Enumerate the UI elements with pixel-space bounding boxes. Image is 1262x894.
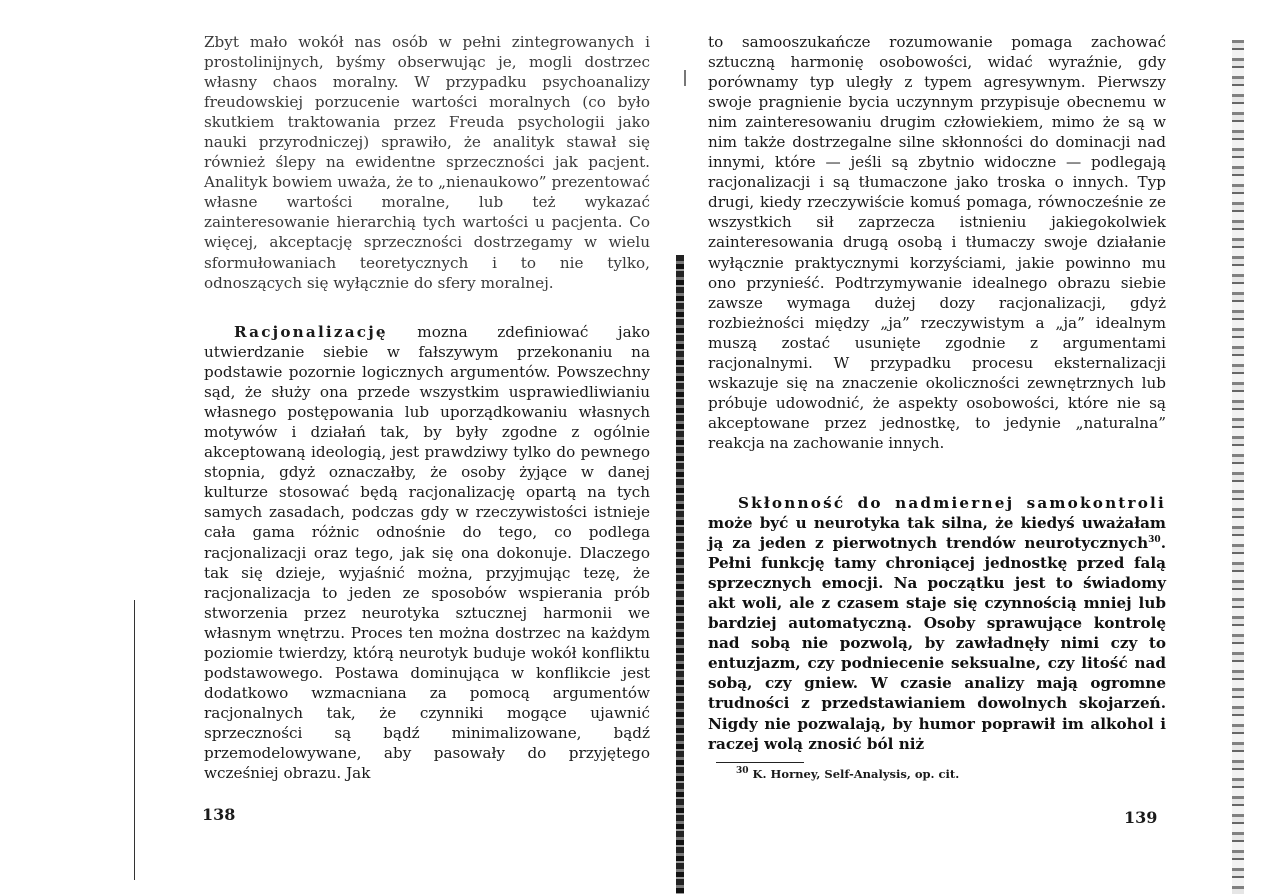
footnote-reference: 30: [1148, 535, 1161, 546]
right-paragraph-1: [708, 32, 1166, 453]
page-number-right: 139: [1124, 808, 1158, 827]
footnote: [736, 767, 959, 781]
lead-term-racjonalizacja: Racjonalizację: [234, 323, 388, 341]
right-page: [672, 0, 1262, 894]
left-paragraph-2: [204, 322, 650, 783]
footnote-text: K. Horney, Self-Analysis, op. cit.: [752, 767, 960, 781]
page-number-left: 138: [202, 805, 236, 824]
right-paragraph-1-text: to samooszukańcze rozumowanie pomaga zachować sztuczną harmonię osobowości, widać wyraźnie, gdy porównamy typ uległy z typem agresywnym. Pierwszy swoje pragnienie bycia uczynnym przypisuje obecnemu w nim zainteresowaniu drugim człowiekiem, mimo że są w nim także dostrzegalne silne skłonności do dominacji nad innymi, które — jeśli są zbytnio widoczne — podlegają racjonalizacji i są tłumaczone jako troska o innych. Typ drugi, kiedy rzeczywiście komuś pomaga, równocześnie ze wszystkich sił zaprzecza istnieniu jakiegokolwiek zainteresowania drugą osobą i tłumaczy swoje działanie wyłącznie praktycznymi korzyściami, jakie powinno mu ono przynieść. Podtrzymywanie idealnego obrazu siebie zawsze wymaga dużej dozy racjonalizacji, gdyż rozbieżności między „ja” rzeczywistym a „ja” idealnym muszą zostać usunięte zgodnie z argumentami racjonalnymi. W przypadku procesu eksternalizacji wskazuje się na znaczenie okoliczności zewnętrznych lub próbuje udowodnić, że aspekty osobowości, które nie są akceptowane przez jednostkę, to jedynie „naturalna” reakcja na zachowanie innych.: [708, 33, 1166, 452]
right-paragraph-2-text-b: . Pełni funkcję tamy chroniącej jednostkę przed falą sprzecznych emocji. Na początku jest to świadomy akt woli, ale z czasem staje się czynnością mniej lub bardziej automatyczną. Osoby sprawujące kontrolę nad sobą nie pozwolą, by zawładnęły nimi czy to entuzjazm, czy podniecenie seksualne, czy litość nad sobą, czy gniew. W czasie analizy mają ogromne trudności z przedstawianiem dowolnych skojarzeń. Nigdy nie pozwalają, by humor poprawił im alkohol i raczej wolą znosić ból niż: [708, 534, 1166, 753]
lead-term-samokontrola: Skłonność do nadmiernej samokontroli: [738, 494, 1166, 512]
left-paragraph-1: [204, 32, 650, 293]
right-paragraph-2-text-a: może być u neurotyka tak silna, że kiedyś uważałam ją za jeden z pierwotnych trendów neurotycznych: [708, 514, 1166, 553]
left-paragraph-2-text: mozna zdefiniować jako utwierdzanie siebie w fałszywym przekonaniu na podstawie pozornie logicznych argumentów. Powszechny sąd, że służy ona przede wszystkim usprawiedliwianiu własnego postępowania lub uporządkowaniu własnych motywów i działań tak, by były zgodne z ogólnie akceptowaną ideologią, jest prawdziwy tylko do pewnego stopnia, gdyż oznaczałby, że osoby żyjące w danej kulturze stosować będą racjonalizację opartą na tych samych zasadach, podczas gdy w rzeczywistości istnieje cała gama różnic odnośnie do tego, co podlega racjonalizacji oraz tego, jak się ona dokonuje. Dlaczego tak się dzieje, wyjaśnić można, przyjmując tezę, że racjonalizacja to jeden ze sposobów wspierania prób stworzenia przez neurotyka sztucznej harmonii we własnym wnętrzu. Proces ten można dostrzec na każdym poziomie twierdzy, którą neurotyk buduje wokół konfliktu podstawowego. Postawa dominująca w konflikcie jest dodatkowo wzmacniana za pomocą argumentów racjonalnych tak, że czynniki mogące ujawnić sprzeczności są bądź minimalizowane, bądź przemodelowywane, aby pasowały do przyjętego wcześniej obrazu. Jak: [204, 323, 650, 783]
footnote-divider: [716, 762, 804, 763]
right-paragraph-2: [708, 493, 1166, 754]
footnote-marker: 30: [736, 766, 749, 777]
left-paragraph-1-text: Zbyt mało wokół nas osób w pełni zintegrowanych i prostolinijnych, byśmy obserwując je, mogli dostrzec własny chaos moralny. W przypadku psychoanalizy freudowskiej porzucenie wartości moralnych (co było skutkiem traktowania przez Freuda psychologii jako nauki przyrodniczej) sprawiło, że analityk stawał się również ślepy na ewidentne sprzeczności jak pacjent. Analityk bowiem uważa, że to „nienaukowo” prezentować własne wartości moralne, lub też wykazać zainteresowanie hierarchią tych wartości u pacjenta. Co więcej, akceptację sprzeczności dostrzegamy w wielu sformułowaniach teoretycznych i to nie tylko, odnoszących się wyłącznie do sfery moralnej.: [204, 33, 650, 292]
left-page-edge: [134, 600, 135, 880]
